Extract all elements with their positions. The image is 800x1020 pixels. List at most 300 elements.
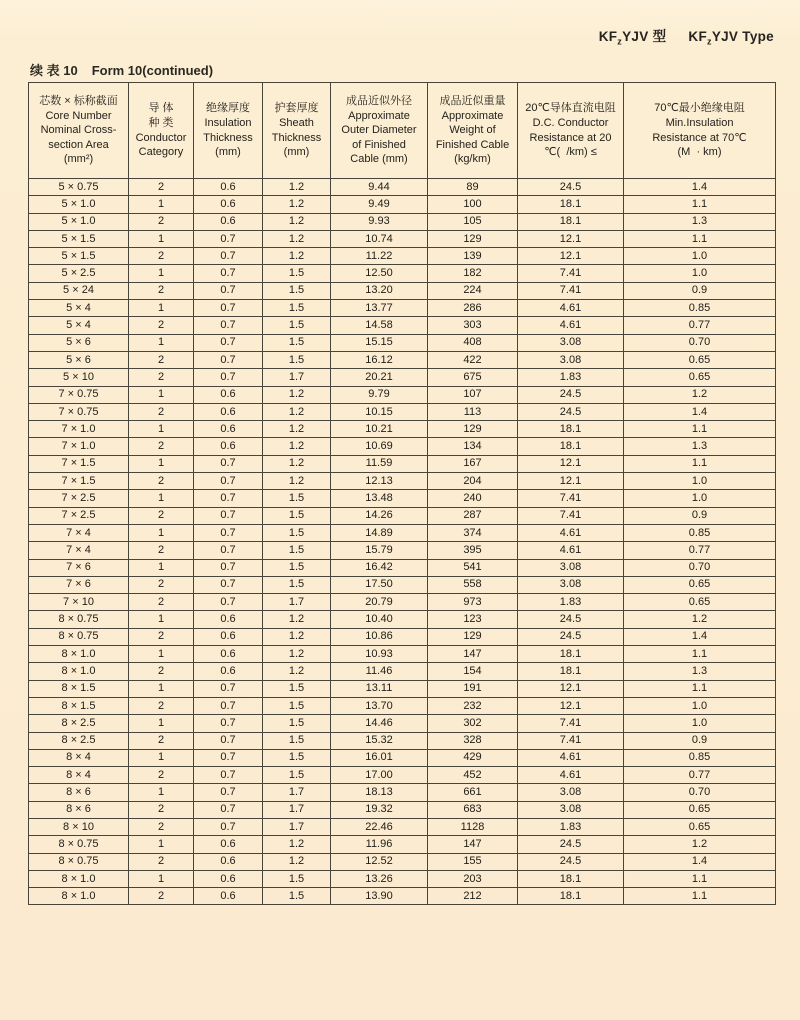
table-cell-core-size: 8 × 0.75 <box>29 611 129 628</box>
table-cell-insulation-thickness: 0.6 <box>194 663 263 680</box>
table-cell-dc-resistance: 18.1 <box>518 438 624 455</box>
table-cell-outer-diameter: 13.20 <box>331 282 428 299</box>
table-cell-weight: 154 <box>428 663 518 680</box>
table-cell-core-size: 8 × 0.75 <box>29 628 129 645</box>
table-cell-sheath-thickness: 1.2 <box>263 196 331 213</box>
cable-spec-table <box>28 82 776 905</box>
column-header-line: section Area <box>48 138 109 151</box>
type-label-en: $KF_zYJV$ Type <box>688 29 774 47</box>
table-cell-sheath-thickness: 1.2 <box>263 421 331 438</box>
table-cell-core-size: 8 × 10 <box>29 818 129 835</box>
table-cell-insulation-thickness: 0.7 <box>194 715 263 732</box>
table-cell-core-size: 7 × 10 <box>29 594 129 611</box>
table-cell-min-insulation-resistance: 1.1 <box>624 455 776 472</box>
table-row <box>29 196 776 213</box>
type-label-en-subscript: z <box>707 36 712 47</box>
table-cell-sheath-thickness: 1.5 <box>263 334 331 351</box>
table-cell-min-insulation-resistance: 1.0 <box>624 490 776 507</box>
table-cell-dc-resistance: 4.61 <box>518 317 624 334</box>
table-cell-dc-resistance: 18.1 <box>518 213 624 230</box>
table-cell-sheath-thickness: 1.5 <box>263 576 331 593</box>
column-header-weight <box>428 83 518 179</box>
table-row <box>29 455 776 472</box>
table-cell-min-insulation-resistance: 1.0 <box>624 473 776 490</box>
column-header-line: Resistance at 70℃ <box>652 131 747 144</box>
column-header-line: (mm²) <box>63 153 94 166</box>
table-cell-min-insulation-resistance: 1.4 <box>624 853 776 870</box>
table-cell-dc-resistance: 1.83 <box>518 594 624 611</box>
table-cell-outer-diameter: 10.74 <box>331 230 428 247</box>
column-header-line: ℃( /km) ≤ <box>544 146 597 159</box>
table-cell-dc-resistance: 4.61 <box>518 524 624 541</box>
table-cell-weight: 147 <box>428 646 518 663</box>
table-cell-insulation-thickness: 0.7 <box>194 490 263 507</box>
column-header-insulation-thickness <box>194 83 263 179</box>
table-cell-sheath-thickness: 1.2 <box>263 213 331 230</box>
table-cell-min-insulation-resistance: 0.65 <box>624 594 776 611</box>
column-header-dc-resistance <box>518 83 624 179</box>
table-cell-outer-diameter: 10.21 <box>331 421 428 438</box>
table-cell-core-size: 5 × 1.0 <box>29 196 129 213</box>
table-cell-dc-resistance: 18.1 <box>518 196 624 213</box>
table-cell-core-size: 8 × 4 <box>29 767 129 784</box>
column-header-line: Resistance at 20 <box>529 131 612 144</box>
table-cell-min-insulation-resistance: 1.0 <box>624 715 776 732</box>
table-cell-insulation-thickness: 0.7 <box>194 351 263 368</box>
table-cell-sheath-thickness: 1.5 <box>263 767 331 784</box>
column-header-line: Thickness <box>203 131 253 144</box>
table-cell-min-insulation-resistance: 0.85 <box>624 749 776 766</box>
table-cell-dc-resistance: 24.5 <box>518 853 624 870</box>
table-cell-weight: 452 <box>428 767 518 784</box>
table-cell-min-insulation-resistance: 1.1 <box>624 196 776 213</box>
table-cell-core-size: 5 × 2.5 <box>29 265 129 282</box>
table-cell-conductor-category: 2 <box>129 438 194 455</box>
table-cell-conductor-category: 2 <box>129 767 194 784</box>
table-cell-min-insulation-resistance: 0.9 <box>624 507 776 524</box>
table-cell-weight: 287 <box>428 507 518 524</box>
table-cell-core-size: 7 × 4 <box>29 524 129 541</box>
table-cell-outer-diameter: 9.44 <box>331 179 428 196</box>
table-cell-insulation-thickness: 0.7 <box>194 300 263 317</box>
table-cell-core-size: 7 × 6 <box>29 576 129 593</box>
table-cell-sheath-thickness: 1.2 <box>263 455 331 472</box>
table-cell-outer-diameter: 16.42 <box>331 559 428 576</box>
table-cell-outer-diameter: 16.01 <box>331 749 428 766</box>
table-cell-outer-diameter: 11.46 <box>331 663 428 680</box>
table-cell-insulation-thickness: 0.7 <box>194 818 263 835</box>
table-row <box>29 818 776 835</box>
table-cell-dc-resistance: 18.1 <box>518 870 624 887</box>
table-cell-weight: 107 <box>428 386 518 403</box>
table-cell-outer-diameter: 10.69 <box>331 438 428 455</box>
table-cell-weight: 683 <box>428 801 518 818</box>
table-cell-sheath-thickness: 1.5 <box>263 490 331 507</box>
table-cell-core-size: 8 × 1.0 <box>29 663 129 680</box>
table-cell-weight: 661 <box>428 784 518 801</box>
column-header-line: 芯数 × 标称截面 <box>39 95 118 108</box>
table-cell-weight: 100 <box>428 196 518 213</box>
table-cell-conductor-category: 2 <box>129 317 194 334</box>
table-row <box>29 646 776 663</box>
table-cell-core-size: 7 × 6 <box>29 559 129 576</box>
table-cell-insulation-thickness: 0.7 <box>194 317 263 334</box>
table-cell-core-size: 8 × 6 <box>29 801 129 818</box>
table-cell-conductor-category: 2 <box>129 542 194 559</box>
table-cell-insulation-thickness: 0.6 <box>194 628 263 645</box>
table-cell-weight: 204 <box>428 473 518 490</box>
table-cell-conductor-category: 2 <box>129 248 194 265</box>
table-cell-dc-resistance: 7.41 <box>518 282 624 299</box>
column-header-outer-diameter <box>331 83 428 179</box>
table-cell-min-insulation-resistance: 1.4 <box>624 403 776 420</box>
table-cell-min-insulation-resistance: 0.77 <box>624 542 776 559</box>
table-cell-sheath-thickness: 1.2 <box>263 386 331 403</box>
table-cell-core-size: 7 × 1.5 <box>29 455 129 472</box>
table-row <box>29 282 776 299</box>
table-cell-min-insulation-resistance: 1.1 <box>624 646 776 663</box>
table-cell-conductor-category: 1 <box>129 196 194 213</box>
table-cell-sheath-thickness: 1.2 <box>263 611 331 628</box>
table-cell-min-insulation-resistance: 1.1 <box>624 421 776 438</box>
table-cell-sheath-thickness: 1.7 <box>263 594 331 611</box>
table-row <box>29 576 776 593</box>
table-cell-min-insulation-resistance: 0.70 <box>624 784 776 801</box>
table-cell-dc-resistance: 3.08 <box>518 576 624 593</box>
table-cell-conductor-category: 2 <box>129 179 194 196</box>
table-cell-core-size: 5 × 24 <box>29 282 129 299</box>
table-cell-sheath-thickness: 1.2 <box>263 473 331 490</box>
table-row <box>29 784 776 801</box>
table-cell-insulation-thickness: 0.7 <box>194 473 263 490</box>
table-cell-conductor-category: 2 <box>129 369 194 386</box>
table-cell-insulation-thickness: 0.7 <box>194 369 263 386</box>
table-cell-insulation-thickness: 0.7 <box>194 749 263 766</box>
table-cell-sheath-thickness: 1.5 <box>263 559 331 576</box>
table-cell-conductor-category: 1 <box>129 230 194 247</box>
table-cell-outer-diameter: 9.93 <box>331 213 428 230</box>
column-header-line: 绝缘厚度 <box>206 102 250 115</box>
table-cell-sheath-thickness: 1.5 <box>263 542 331 559</box>
table-cell-dc-resistance: 12.1 <box>518 473 624 490</box>
table-cell-conductor-category: 1 <box>129 611 194 628</box>
table-cell-min-insulation-resistance: 0.65 <box>624 576 776 593</box>
table-cell-weight: 541 <box>428 559 518 576</box>
table-cell-conductor-category: 1 <box>129 265 194 282</box>
page-title-cn: 续 表 10 <box>30 63 78 78</box>
table-cell-min-insulation-resistance: 0.65 <box>624 351 776 368</box>
table-row <box>29 421 776 438</box>
table-row <box>29 265 776 282</box>
table-cell-dc-resistance: 4.61 <box>518 300 624 317</box>
table-cell-sheath-thickness: 1.5 <box>263 524 331 541</box>
table-cell-outer-diameter: 11.22 <box>331 248 428 265</box>
table-cell-dc-resistance: 24.5 <box>518 179 624 196</box>
table-cell-dc-resistance: 3.08 <box>518 784 624 801</box>
table-cell-dc-resistance: 24.5 <box>518 403 624 420</box>
column-header-line: Nominal Cross- <box>40 124 117 137</box>
table-cell-conductor-category: 1 <box>129 334 194 351</box>
table-cell-conductor-category: 2 <box>129 282 194 299</box>
table-cell-sheath-thickness: 1.7 <box>263 818 331 835</box>
table-cell-outer-diameter: 10.93 <box>331 646 428 663</box>
table-cell-insulation-thickness: 0.7 <box>194 265 263 282</box>
table-cell-min-insulation-resistance: 0.70 <box>624 559 776 576</box>
column-header-conductor-category <box>129 83 194 179</box>
table-row <box>29 715 776 732</box>
table-row <box>29 767 776 784</box>
column-header-line: of Finished <box>352 138 406 151</box>
table-cell-conductor-category: 1 <box>129 870 194 887</box>
table-cell-outer-diameter: 17.00 <box>331 767 428 784</box>
table-cell-min-insulation-resistance: 0.85 <box>624 300 776 317</box>
table-cell-dc-resistance: 24.5 <box>518 628 624 645</box>
column-header-line: D.C. Conductor <box>532 116 609 129</box>
table-cell-min-insulation-resistance: 1.2 <box>624 836 776 853</box>
table-cell-weight: 191 <box>428 680 518 697</box>
table-cell-outer-diameter: 14.89 <box>331 524 428 541</box>
table-cell-weight: 182 <box>428 265 518 282</box>
table-cell-outer-diameter: 13.90 <box>331 888 428 905</box>
table-cell-outer-diameter: 10.86 <box>331 628 428 645</box>
table-cell-conductor-category: 1 <box>129 680 194 697</box>
table-row <box>29 507 776 524</box>
table-cell-core-size: 8 × 1.5 <box>29 680 129 697</box>
table-cell-dc-resistance: 18.1 <box>518 421 624 438</box>
table-cell-conductor-category: 2 <box>129 351 194 368</box>
table-cell-sheath-thickness: 1.5 <box>263 351 331 368</box>
table-cell-min-insulation-resistance: 1.3 <box>624 438 776 455</box>
column-header-line: 导 体 <box>148 102 174 115</box>
column-header-line: Category <box>138 146 184 159</box>
column-header-line: Outer Diameter <box>341 124 417 137</box>
table-cell-dc-resistance: 24.5 <box>518 611 624 628</box>
table-cell-dc-resistance: 7.41 <box>518 490 624 507</box>
table-cell-insulation-thickness: 0.7 <box>194 524 263 541</box>
column-header-min-insulation-resistance <box>624 83 776 179</box>
table-cell-core-size: 5 × 1.5 <box>29 248 129 265</box>
table-cell-weight: 429 <box>428 749 518 766</box>
table-cell-dc-resistance: 12.1 <box>518 248 624 265</box>
table-cell-min-insulation-resistance: 1.4 <box>624 179 776 196</box>
table-cell-insulation-thickness: 0.7 <box>194 507 263 524</box>
table-row <box>29 888 776 905</box>
table-cell-sheath-thickness: 1.5 <box>263 749 331 766</box>
table-cell-dc-resistance: 7.41 <box>518 715 624 732</box>
table-row <box>29 317 776 334</box>
table-cell-core-size: 7 × 4 <box>29 542 129 559</box>
table-cell-conductor-category: 2 <box>129 663 194 680</box>
table-cell-weight: 203 <box>428 870 518 887</box>
table-row <box>29 438 776 455</box>
table-cell-sheath-thickness: 1.5 <box>263 507 331 524</box>
table-cell-min-insulation-resistance: 1.0 <box>624 265 776 282</box>
table-cell-weight: 113 <box>428 403 518 420</box>
table-cell-core-size: 5 × 0.75 <box>29 179 129 196</box>
table-cell-conductor-category: 2 <box>129 473 194 490</box>
table-row <box>29 801 776 818</box>
table-cell-insulation-thickness: 0.6 <box>194 611 263 628</box>
table-cell-outer-diameter: 19.32 <box>331 801 428 818</box>
table-cell-core-size: 5 × 4 <box>29 300 129 317</box>
table-cell-core-size: 7 × 0.75 <box>29 403 129 420</box>
table-cell-outer-diameter: 16.12 <box>331 351 428 368</box>
table-cell-insulation-thickness: 0.7 <box>194 732 263 749</box>
table-row <box>29 351 776 368</box>
table-cell-dc-resistance: 12.1 <box>518 697 624 714</box>
table-cell-outer-diameter: 13.77 <box>331 300 428 317</box>
table-cell-outer-diameter: 13.11 <box>331 680 428 697</box>
table-cell-core-size: 5 × 10 <box>29 369 129 386</box>
table-cell-sheath-thickness: 1.2 <box>263 438 331 455</box>
table-cell-core-size: 8 × 1.0 <box>29 646 129 663</box>
table-cell-weight: 167 <box>428 455 518 472</box>
table-cell-weight: 558 <box>428 576 518 593</box>
table-cell-conductor-category: 1 <box>129 300 194 317</box>
table-cell-core-size: 8 × 0.75 <box>29 853 129 870</box>
table-row <box>29 628 776 645</box>
table-cell-insulation-thickness: 0.6 <box>194 421 263 438</box>
table-cell-dc-resistance: 3.08 <box>518 559 624 576</box>
table-cell-outer-diameter: 10.15 <box>331 403 428 420</box>
table-cell-outer-diameter: 11.59 <box>331 455 428 472</box>
table-cell-outer-diameter: 13.70 <box>331 697 428 714</box>
table-cell-conductor-category: 2 <box>129 594 194 611</box>
table-cell-min-insulation-resistance: 1.1 <box>624 680 776 697</box>
table-cell-conductor-category: 2 <box>129 732 194 749</box>
table-cell-min-insulation-resistance: 1.3 <box>624 663 776 680</box>
table-header-row <box>29 83 776 179</box>
table-cell-conductor-category: 1 <box>129 749 194 766</box>
table-cell-outer-diameter: 12.50 <box>331 265 428 282</box>
table-cell-min-insulation-resistance: 0.70 <box>624 334 776 351</box>
table-cell-core-size: 7 × 1.5 <box>29 473 129 490</box>
table-cell-min-insulation-resistance: 0.77 <box>624 317 776 334</box>
table-cell-core-size: 7 × 0.75 <box>29 386 129 403</box>
table-cell-sheath-thickness: 1.2 <box>263 853 331 870</box>
table-cell-outer-diameter: 14.46 <box>331 715 428 732</box>
table-cell-sheath-thickness: 1.2 <box>263 230 331 247</box>
table-header <box>29 83 776 179</box>
table-cell-outer-diameter: 9.49 <box>331 196 428 213</box>
table-row <box>29 697 776 714</box>
column-header-line: Min.Insulation <box>665 116 734 129</box>
table-cell-conductor-category: 1 <box>129 490 194 507</box>
table-cell-weight: 240 <box>428 490 518 507</box>
table-row <box>29 248 776 265</box>
table-cell-weight: 155 <box>428 853 518 870</box>
table-cell-dc-resistance: 3.08 <box>518 351 624 368</box>
table-cell-sheath-thickness: 1.2 <box>263 646 331 663</box>
table-cell-insulation-thickness: 0.7 <box>194 697 263 714</box>
table-cell-insulation-thickness: 0.7 <box>194 576 263 593</box>
table-row <box>29 732 776 749</box>
table-cell-outer-diameter: 15.15 <box>331 334 428 351</box>
table-cell-sheath-thickness: 1.5 <box>263 282 331 299</box>
table-cell-min-insulation-resistance: 0.65 <box>624 818 776 835</box>
table-cell-insulation-thickness: 0.6 <box>194 196 263 213</box>
column-header-line: Cable (mm) <box>350 153 408 166</box>
table-cell-dc-resistance: 12.1 <box>518 230 624 247</box>
table-cell-weight: 1128 <box>428 818 518 835</box>
table-cell-min-insulation-resistance: 0.65 <box>624 801 776 818</box>
table-cell-insulation-thickness: 0.6 <box>194 179 263 196</box>
table-row <box>29 334 776 351</box>
column-header-line: Approximate <box>348 109 410 122</box>
table-cell-core-size: 8 × 2.5 <box>29 715 129 732</box>
column-header-sheath-thickness <box>263 83 331 179</box>
table-row <box>29 524 776 541</box>
table-cell-sheath-thickness: 1.2 <box>263 403 331 420</box>
table-cell-weight: 302 <box>428 715 518 732</box>
table-cell-conductor-category: 2 <box>129 697 194 714</box>
table-cell-conductor-category: 1 <box>129 524 194 541</box>
table-cell-weight: 395 <box>428 542 518 559</box>
table-cell-insulation-thickness: 0.7 <box>194 282 263 299</box>
table-row <box>29 749 776 766</box>
table-cell-insulation-thickness: 0.6 <box>194 853 263 870</box>
table-cell-weight: 303 <box>428 317 518 334</box>
table-cell-sheath-thickness: 1.5 <box>263 680 331 697</box>
table-cell-dc-resistance: 1.83 <box>518 369 624 386</box>
table-cell-outer-diameter: 13.26 <box>331 870 428 887</box>
table-cell-sheath-thickness: 1.5 <box>263 732 331 749</box>
table-cell-insulation-thickness: 0.7 <box>194 801 263 818</box>
table-cell-sheath-thickness: 1.7 <box>263 369 331 386</box>
table-cell-conductor-category: 1 <box>129 421 194 438</box>
table-cell-sheath-thickness: 1.2 <box>263 836 331 853</box>
table-cell-insulation-thickness: 0.7 <box>194 680 263 697</box>
table-cell-core-size: 5 × 1.0 <box>29 213 129 230</box>
table-cell-sheath-thickness: 1.5 <box>263 317 331 334</box>
table-cell-weight: 224 <box>428 282 518 299</box>
table-cell-min-insulation-resistance: 1.1 <box>624 230 776 247</box>
table-cell-insulation-thickness: 0.7 <box>194 334 263 351</box>
table-cell-conductor-category: 2 <box>129 628 194 645</box>
table-cell-sheath-thickness: 1.5 <box>263 265 331 282</box>
table-cell-weight: 212 <box>428 888 518 905</box>
table-cell-weight: 134 <box>428 438 518 455</box>
table-cell-core-size: 8 × 1.0 <box>29 870 129 887</box>
table-cell-min-insulation-resistance: 0.9 <box>624 282 776 299</box>
table-cell-sheath-thickness: 1.2 <box>263 179 331 196</box>
table-cell-outer-diameter: 20.79 <box>331 594 428 611</box>
table-cell-min-insulation-resistance: 1.0 <box>624 248 776 265</box>
column-header-line: Thickness <box>271 131 322 144</box>
table-cell-outer-diameter: 12.13 <box>331 473 428 490</box>
table-cell-conductor-category: 2 <box>129 801 194 818</box>
table-cell-outer-diameter: 22.46 <box>331 818 428 835</box>
table-row <box>29 836 776 853</box>
table-cell-conductor-category: 1 <box>129 715 194 732</box>
table-cell-weight: 105 <box>428 213 518 230</box>
table-cell-insulation-thickness: 0.7 <box>194 230 263 247</box>
table-cell-weight: 129 <box>428 230 518 247</box>
table-cell-insulation-thickness: 0.6 <box>194 438 263 455</box>
table-cell-dc-resistance: 12.1 <box>518 455 624 472</box>
column-header-line: (mm) <box>215 146 241 159</box>
table-row <box>29 853 776 870</box>
table-cell-core-size: 8 × 6 <box>29 784 129 801</box>
table-cell-insulation-thickness: 0.7 <box>194 594 263 611</box>
table-row <box>29 369 776 386</box>
column-header-line: 成品近似外径 <box>346 95 412 108</box>
table-row <box>29 490 776 507</box>
table-cell-min-insulation-resistance: 1.2 <box>624 611 776 628</box>
table-cell-conductor-category: 1 <box>129 836 194 853</box>
table-row <box>29 386 776 403</box>
table-cell-core-size: 7 × 2.5 <box>29 490 129 507</box>
